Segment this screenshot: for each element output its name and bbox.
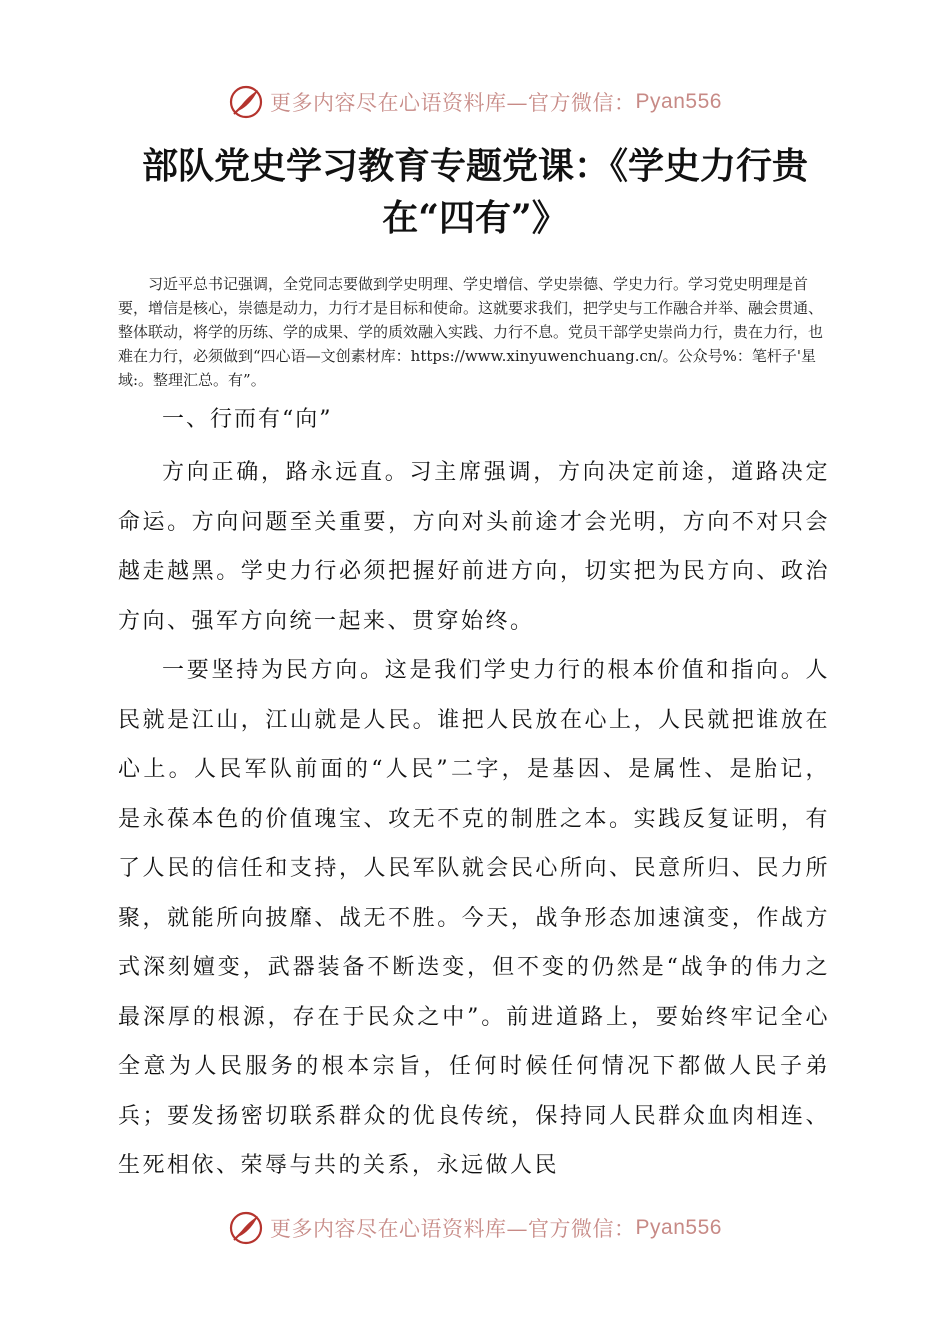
document-title: 部队党史学习教育专题党课：《学史力行贵在“四有”》 — [141, 145, 808, 239]
intro-paragraph: 习近平总书记强调，全党同志要做到学史明理、学史增信、学史崇德、学史力行。学习党史明理是首要，增信是核心，崇德是动力，力行才是目标和使命。这就要求我们，把学史与工作融合并举、融会贯通、整体联动，将学的历练、学的成果、学的质效融入实践、力行不息。党员干部学史崇尚力行，贵在力行，也难在力行，必须做到“四心语—文创素材库：https://www.xinyuwenchuang.cn/。公众号%：笔杆子'星域:。整理汇总。有”。 — [118, 275, 824, 389]
watermark-text: 更多内容尽在心语资料库—官方微信： — [270, 91, 636, 115]
section-heading: 一、行而有“向” — [162, 407, 333, 432]
watermark-wechat-id: Pyan556 — [635, 1216, 722, 1239]
watermark-text: 更多内容尽在心语资料库—官方微信： — [270, 1217, 636, 1241]
body-paragraph-2: 一要坚持为民方向。这是我们学史力行的根本价值和指向。人民就是江山，江山就是人民。谁把人民放在心上，人民就把谁放在心上。人民军队前面的“人民”二字，是基因、是属性、是胎记，是永葆本色的价值瑰宝、攻无不克的制胜之本。实践反复证明，有了人民的信任和支持，人民军队就会民心所向、民意所归、民力所聚，就能所向披靡、战无不胜。今天，战争形态加速演变，作战方式深刻嬗变，武器装备不断迭变，但不变的仍然是“战争的伟力之最深厚的根源，存在于民众之中”。前进道路上，要始终牢记全心全意为人民服务的根本宗旨，任何时候任何情况下都做人民子弟兵；要发扬密切联系群众的优良传统，保持同人民群众血肉相连、生死相依、荣辱与共的关系，永远做人民 — [118, 658, 830, 1178]
footer-watermark-banner — [0, 1206, 950, 1250]
header-watermark-banner — [0, 80, 950, 124]
feather-pen-logo-icon — [228, 84, 264, 120]
watermark-wechat-id: Pyan556 — [635, 90, 722, 113]
body-paragraph-1: 方向正确，路永远直。习主席强调，方向决定前途，道路决定命运。方向问题至关重要，方向对头前途才会光明，方向不对只会越走越黑。学史力行必须把握好前进方向，切实把为民方向、政治方向、强军方向统一起来、贯穿始终。 — [118, 460, 830, 634]
feather-pen-logo-icon — [228, 1210, 264, 1246]
